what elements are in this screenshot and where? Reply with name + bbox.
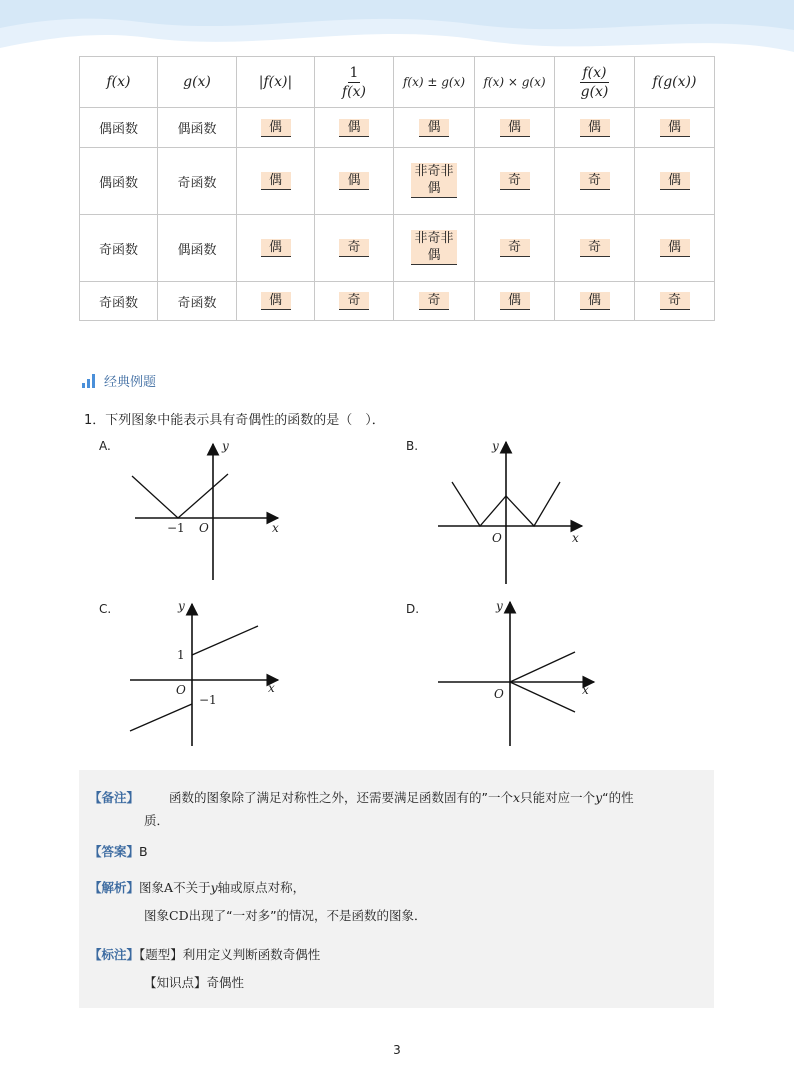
answer-recip: 奇 (339, 292, 369, 310)
note-line-2: 质． (144, 813, 170, 828)
origin-label: O (176, 683, 186, 697)
cell-g-type: 偶函数 (158, 108, 237, 148)
cell-g-type: 偶函数 (158, 215, 237, 282)
answer-value: B (139, 844, 148, 859)
option-b-graph (434, 436, 594, 586)
cell-g-type: 奇函数 (158, 148, 237, 215)
answer-explanation-box (79, 770, 714, 1008)
table-header-row (80, 57, 715, 108)
table-row (80, 215, 715, 282)
tick-label-positive: 1 (177, 648, 185, 662)
mark-tag: 【标注】 (89, 947, 140, 962)
header-composition: f(g(x)) (635, 57, 715, 108)
answer-abs: 偶 (261, 172, 291, 190)
page-number: 3 (393, 1043, 401, 1057)
section-title (82, 371, 156, 390)
section-title-text: 经典例题 (104, 375, 157, 390)
answer-recip: 偶 (339, 119, 369, 137)
option-b-label: B. (406, 439, 419, 453)
answer-section (89, 842, 148, 862)
table-row (80, 108, 715, 148)
answer-prod: 偶 (500, 292, 530, 310)
answer-tag: 【答案】 (89, 844, 140, 859)
answer-quot: 奇 (580, 172, 610, 190)
parity-rules-table (79, 56, 715, 321)
header-wave-decoration (0, 0, 794, 60)
origin-label: O (494, 687, 504, 701)
cell-g-type: 奇函数 (158, 282, 237, 321)
cell-f-type: 偶函数 (80, 108, 158, 148)
table-row (80, 282, 715, 321)
y-axis-label: y (222, 439, 229, 453)
analysis-line-2: 图象CD出现了“一对多”的情况，不是函数的图象． (144, 908, 427, 923)
y-axis-label: y (496, 599, 503, 613)
answer-comp: 奇 (660, 292, 690, 310)
header-product: f(x) × g(x) (475, 57, 555, 108)
analysis-tag: 【解析】 (89, 880, 140, 895)
answer-recip: 偶 (339, 172, 369, 190)
note-tag: 【备注】 (89, 790, 140, 805)
answer-prod: 奇 (500, 172, 530, 190)
header-g: g(x) (158, 57, 237, 108)
mark-section: 【标注】【题型】利用定义判断函数奇偶性 (89, 947, 321, 962)
note-section: 【备注】 函数的图象除了满足对称性之外，还需要满足函数固有的”一个x只能对应一个y“的性 (89, 790, 634, 805)
answer-abs: 偶 (261, 119, 291, 137)
header-quotient: $\frac{f(x)}{g(x)}$ (555, 57, 635, 108)
y-axis-label: y (492, 439, 499, 453)
header-reciprocal-f: $\frac{1}{f(x)}$ (315, 57, 394, 108)
cell-f-type: 奇函数 (80, 282, 158, 321)
question-text: 1．下列图象中能表示具有奇偶性的函数的是（ ）． (84, 413, 385, 428)
answer-quot: 奇 (580, 239, 610, 257)
mark-line-2: 【知识点】奇偶性 (144, 975, 245, 990)
tick-label: −1 (167, 521, 185, 535)
answer-comp: 偶 (660, 172, 690, 190)
answer-prod: 偶 (500, 119, 530, 137)
answer-quot: 偶 (580, 292, 610, 310)
answer-recip: 奇 (339, 239, 369, 257)
header-sum: f(x) ± g(x) (394, 57, 475, 108)
header-f: f(x) (80, 57, 158, 108)
x-axis-label: x (268, 681, 275, 695)
option-d-graph (434, 598, 604, 748)
answer-comp: 偶 (660, 119, 690, 137)
origin-label: O (492, 531, 502, 545)
option-c-label: C. (99, 602, 112, 616)
option-a-graph (120, 436, 290, 584)
answer-abs: 偶 (261, 292, 291, 310)
answer-prod: 奇 (500, 239, 530, 257)
analysis-section: 【解析】图象A不关于y轴或原点对称， (89, 880, 306, 895)
x-axis-label: x (272, 521, 279, 535)
cell-f-type: 偶函数 (80, 148, 158, 215)
answer-abs: 偶 (261, 239, 291, 257)
x-axis-label: x (582, 683, 589, 697)
bar-chart-icon (82, 374, 95, 388)
header-abs-f: |f(x)| (237, 57, 315, 108)
answer-sum: 非奇非偶 (411, 163, 457, 198)
cell-f-type: 奇函数 (80, 215, 158, 282)
tick-label-negative: −1 (199, 693, 217, 707)
y-axis-label: y (178, 599, 185, 613)
option-a-label: A. (99, 439, 111, 453)
table-row (80, 148, 715, 215)
answer-quot: 偶 (580, 119, 610, 137)
x-axis-label: x (572, 531, 579, 545)
answer-sum: 偶 (419, 119, 449, 137)
option-d-label: D. (406, 602, 420, 616)
origin-label: O (199, 521, 209, 535)
answer-sum: 非奇非偶 (411, 230, 457, 265)
answer-comp: 偶 (660, 239, 690, 257)
answer-sum: 奇 (419, 292, 449, 310)
option-c-graph (120, 598, 290, 748)
